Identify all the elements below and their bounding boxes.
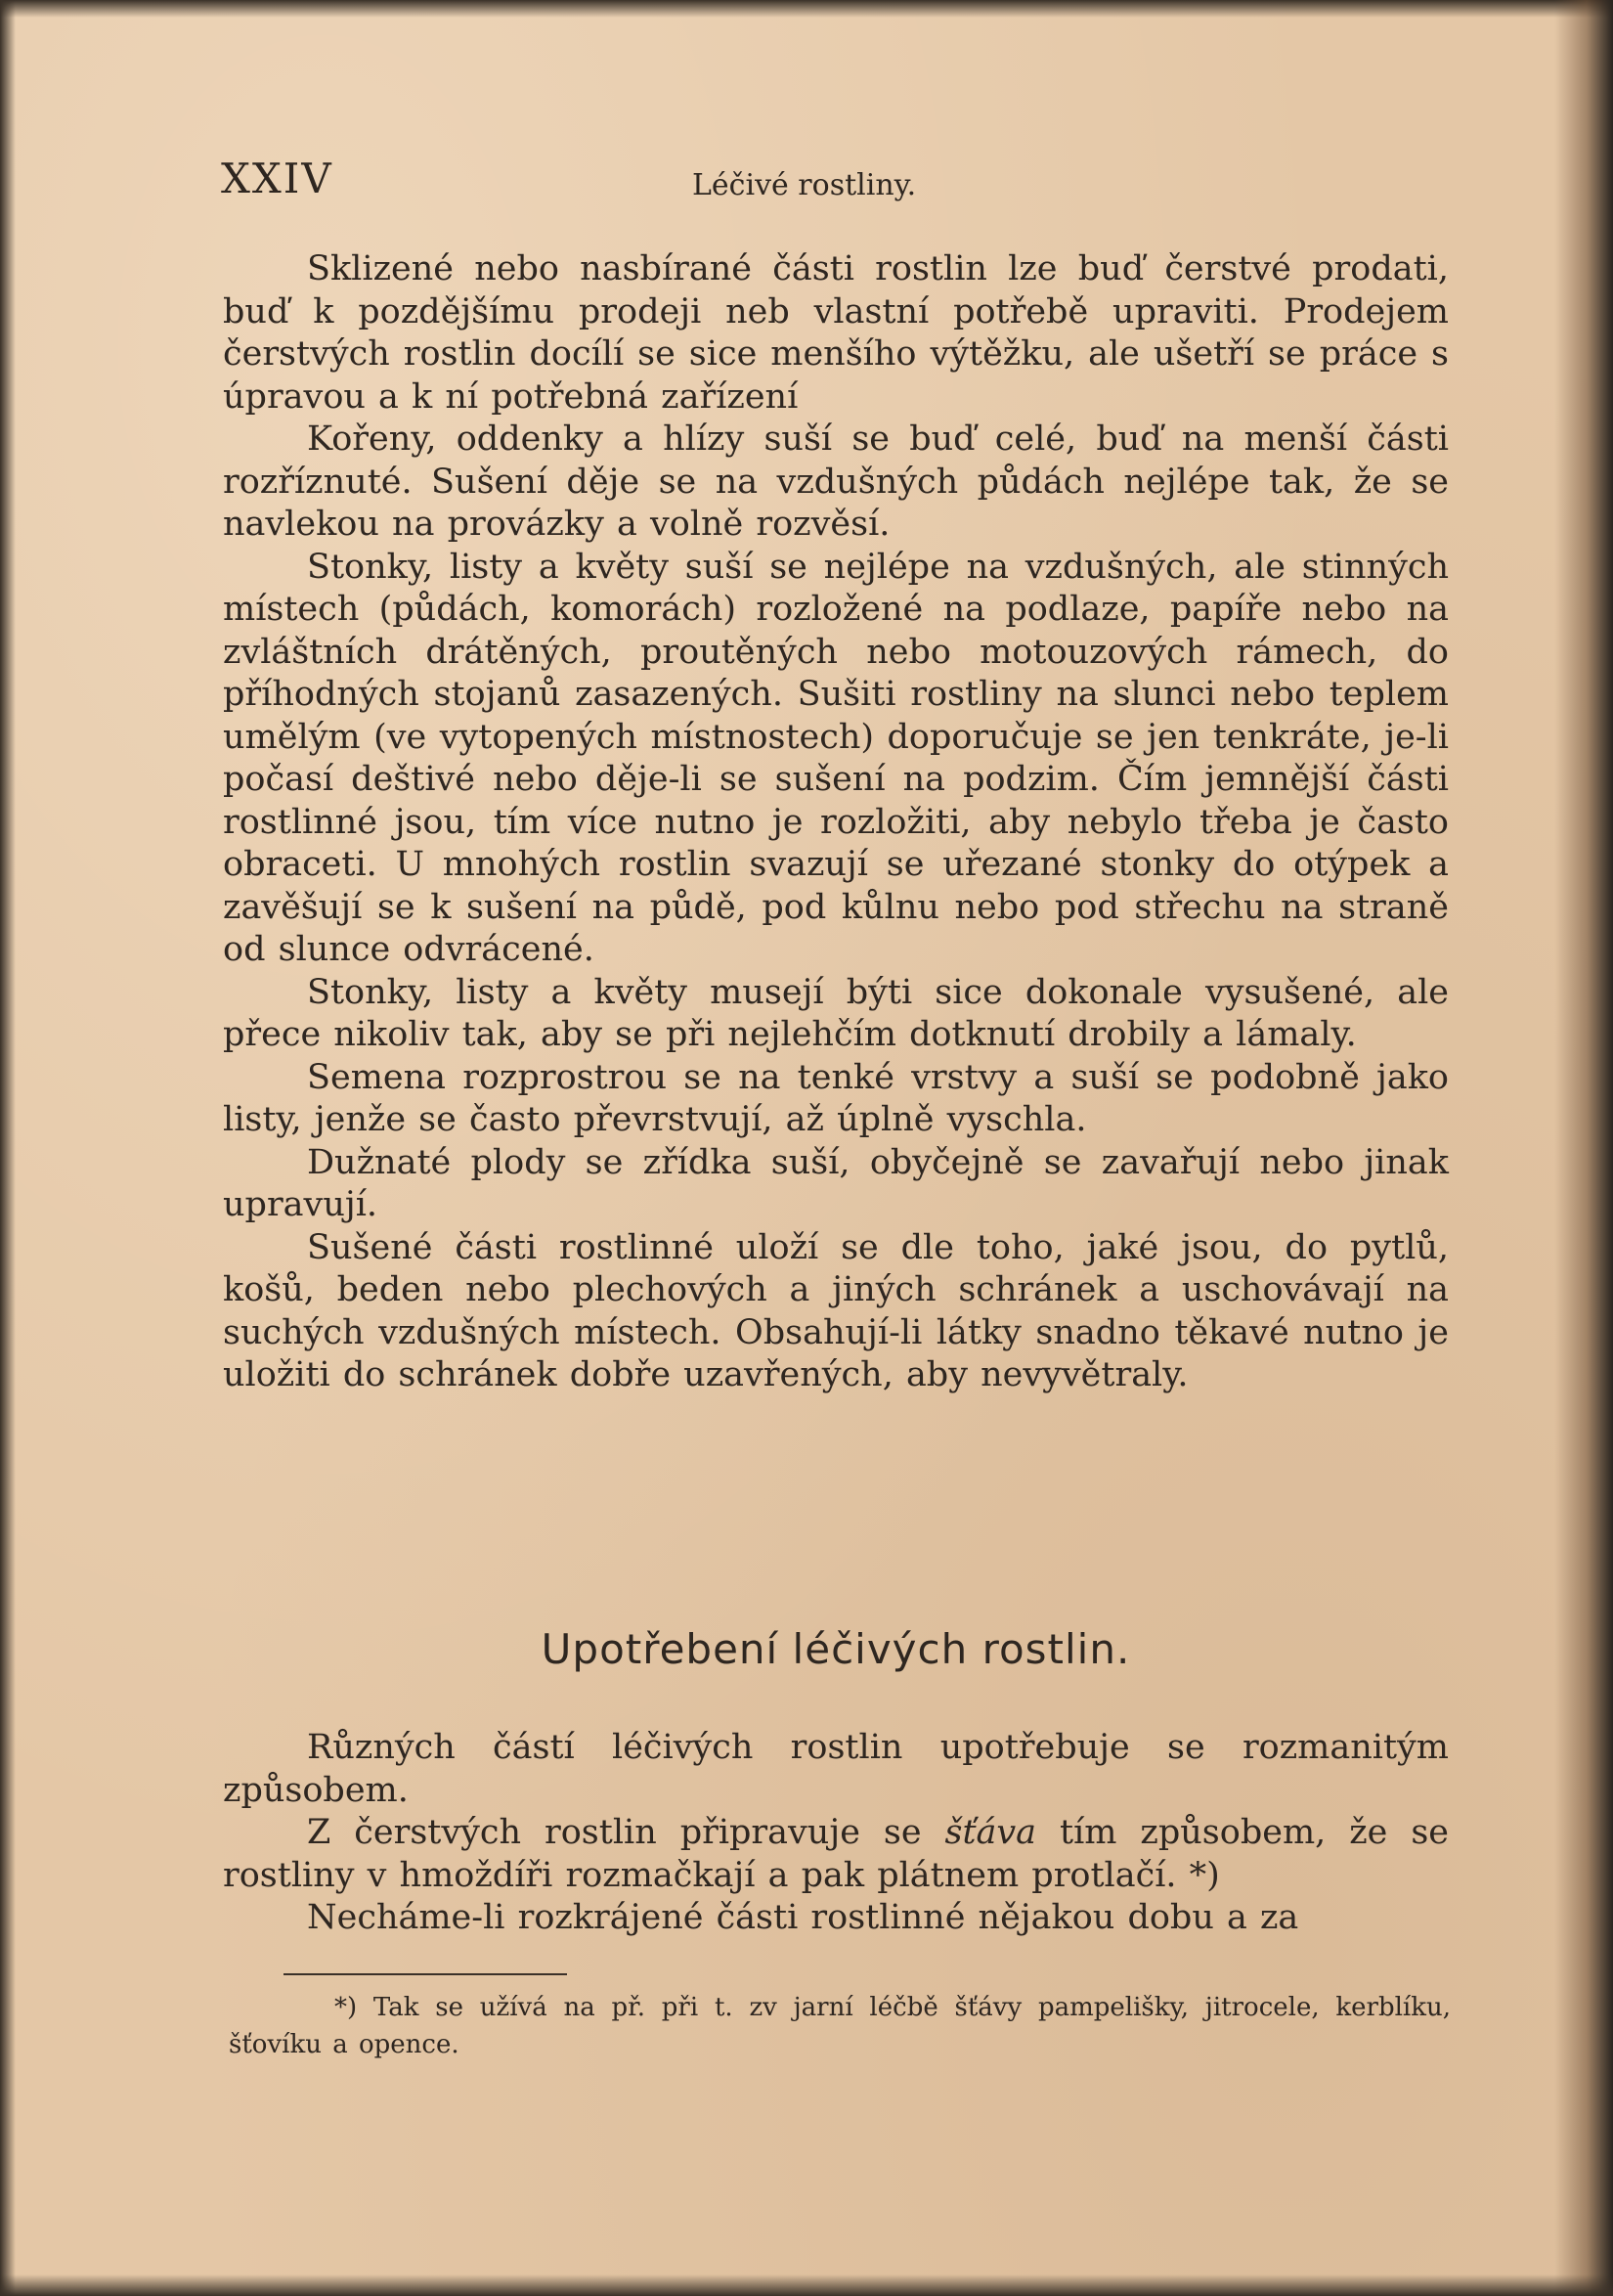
section-paragraph-usage: Různých částí léčivých rostlin upotřebuje se rozmanitým způsobem. (223, 1728, 1449, 1810)
section-heading: Upotřebení léčivých rostlin. (541, 1625, 1131, 1673)
juice-text-after: tím způsobem, že se rostliny v hmoždíři rozmačkají a pak plátnem protlačí. *) (223, 1813, 1449, 1895)
page-edge-shadow-left (0, 0, 16, 2296)
paragraph-stems-drying: Stonky, listy a květy suší se nejlépe na vzdušných, ale stinných místech (půdách, komorách) rozložené na podlaze, papíře nebo na zvláštních drátěných, proutěných nebo motouzových rámech, do příhodných stojanů zasazených. Sušiti rostliny na slunci nebo teplem umělým (ve vytopených místnostech) doporučuje se jen tenkráte, je-li počasí deštivé nebo děje-li se sušení na podzim. Čím jemnější části rostlinné jsou, tím více nutno je rozložiti, aby nebylo třeba je často obraceti. U mnohých rostlin svazují se uřezané stonky do otýpek a zavěšují se k sušení na půdě, pod kůlnu nebo pod střechu na straně od slunce odvrácené. (223, 547, 1449, 969)
body-text (223, 248, 1449, 1397)
paragraph-storage: Sušené části rostlinné uloží se dle toho, jaké jsou, do pytlů, košů, beden nebo plechových a jiných schránek a uschovávají na suchých vzdušných místech. Obsahují-li látky snadno těkavé nutno je uložiti do schránek dobře uzavřených, aby nevyvětraly. (223, 1227, 1449, 1394)
paragraph-fruits: Dužnaté plody se zřídka suší, obyčejně se zavařují nebo jinak upravují. (223, 1142, 1449, 1224)
page-header (221, 155, 1455, 205)
page-edge-shadow-top (0, 0, 1613, 18)
page-edge-shadow-right (1554, 0, 1613, 2296)
juice-emphasis: šťáva (944, 1813, 1037, 1852)
footnote-divider (283, 1973, 567, 1975)
section-paragraph-juice (223, 1812, 1449, 1897)
section-paragraph-continued: Necháme-li rozkrájené části rostlinné nějakou dobu a za (307, 1898, 1299, 1937)
section-text (223, 1727, 1449, 1940)
page-edge-shadow-bottom (0, 2274, 1613, 2296)
running-title: Léčivé rostliny. (692, 168, 917, 202)
paragraph-dryness: Stonky, listy a květy musejí býti sice dokonale vysušené, ale přece nikoliv tak, aby se při nejlehčím dotknutí drobily a lámaly. (223, 972, 1449, 1054)
paragraph-selling: Sklizené nebo nasbírané části rostlin lze buď čerstvé prodati, buď k pozdějšímu prodeji neb vlastní potřebě upraviti. Prodejem čerstvých rostlin docílí se sice menšího výtěžku, ale ušetří se práce s úpravou a k ní potřebná zařízení (223, 249, 1449, 417)
juice-text-before: Z čerstvých rostlin připravuje se (307, 1813, 945, 1852)
paragraph-seeds: Semena rozprostrou se na tenké vrstvy a suší se podobně jako listy, jenže se často převrstvují, až úplně vyschla. (223, 1057, 1449, 1139)
paragraph-roots: Kořeny, oddenky a hlízy suší se buď celé, buď na menší části rozříznuté. Sušení děje se na vzdušných půdách nejlépe tak, že se navlekou na provázky a volně rozvěsí. (223, 419, 1449, 544)
footnote: *) Tak se užívá na př. při t. zv jarní léčbě šťávy pampelišky, jitrocele, kerblíku, šťovíku a opence. (229, 1993, 1451, 2059)
page-number: XXIV (221, 155, 333, 202)
